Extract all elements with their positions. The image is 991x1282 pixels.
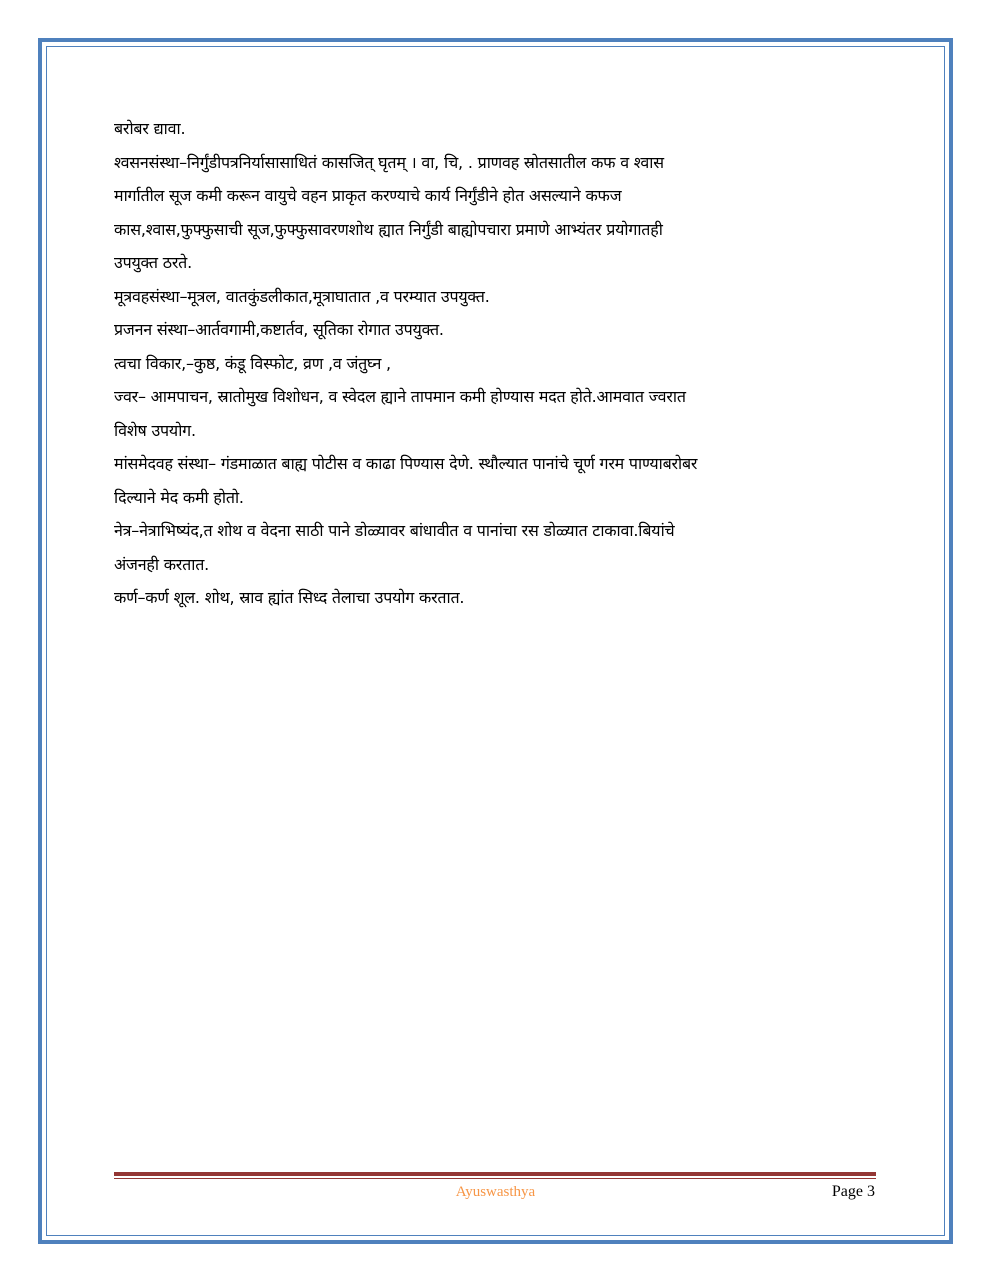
body-line: अंजनही करतात. (114, 554, 210, 574)
body-line: उपयुक्त ठरते. (114, 253, 192, 272)
footer-divider-thin (114, 1178, 876, 1179)
body-line: बरोबर द्यावा. (114, 119, 186, 138)
body-line: त्वचा विकार,–कुष्ठ, कंडू विस्फोट, व्रण ,व जंतुघ्न , (114, 353, 391, 373)
page-number: Page 3 (831, 1183, 875, 1200)
body-line: ज्वर– आमपाचन, स्रातोमुख विशोधन, व स्वेदल ह्याने तापमान कमी होण्यास मदत होते.आमवात ज्वरात (114, 387, 686, 406)
body-line: मांसमेदवह संस्था– गंडमाळात बाह्य पोटीस व काढा पिण्यास देणे. स्थौल्यात पानांचे चूर्ण गरम पाण्याबरोबर (114, 454, 698, 473)
body-line: प्रजनन संस्था–आर्तवगामी,कष्टार्तव, सूतिका रोगात उपयुक्त. (114, 320, 444, 339)
body-line: विशेष उपयोग. (114, 420, 196, 440)
body-line: मार्गातील सूज कमी करून वायुचे वहन प्राकृत करण्याचे कार्य निर्गुंडीने होत असल्याने कफज (114, 186, 622, 205)
body-line: मूत्रवहसंस्था–मूत्रल, वातकुंडलीकात,मूत्राघातात ,व परम्यात उपयुक्त. (114, 286, 490, 306)
footer-title: Ayuswasthya (455, 1184, 536, 1200)
footer-divider (114, 1172, 876, 1176)
body-line: कर्ण–कर्ण शूल. शोथ, स्राव ह्यांत सिध्द तेलाचा उपयोग करतात. (114, 588, 465, 607)
body-line: श्वसनसंस्था–निर्गुंडीपत्रनिर्यासासाधितं कासजित् घृतम् । वा, चि, . प्राणवह स्रोतसातील कफ व श्वास (114, 152, 664, 172)
body-line: कास,श्वास,फुफ्फुसाची सूज,फुफ्फुसावरणशोथ ह्यात निर्गुंडी बाह्योपचारा प्रमाणे आभ्यंतर प्रयोगातही (114, 219, 663, 239)
document-body (114, 112, 874, 615)
body-line: दिल्याने मेद कमी होतो. (114, 487, 244, 507)
body-line: नेत्र–नेत्राभिष्यंद,त शोथ व वेदना साठी पाने डोळ्यावर बांधावीत व पानांचा रस डोळ्यात टाकावा.बियांचे (114, 521, 675, 540)
